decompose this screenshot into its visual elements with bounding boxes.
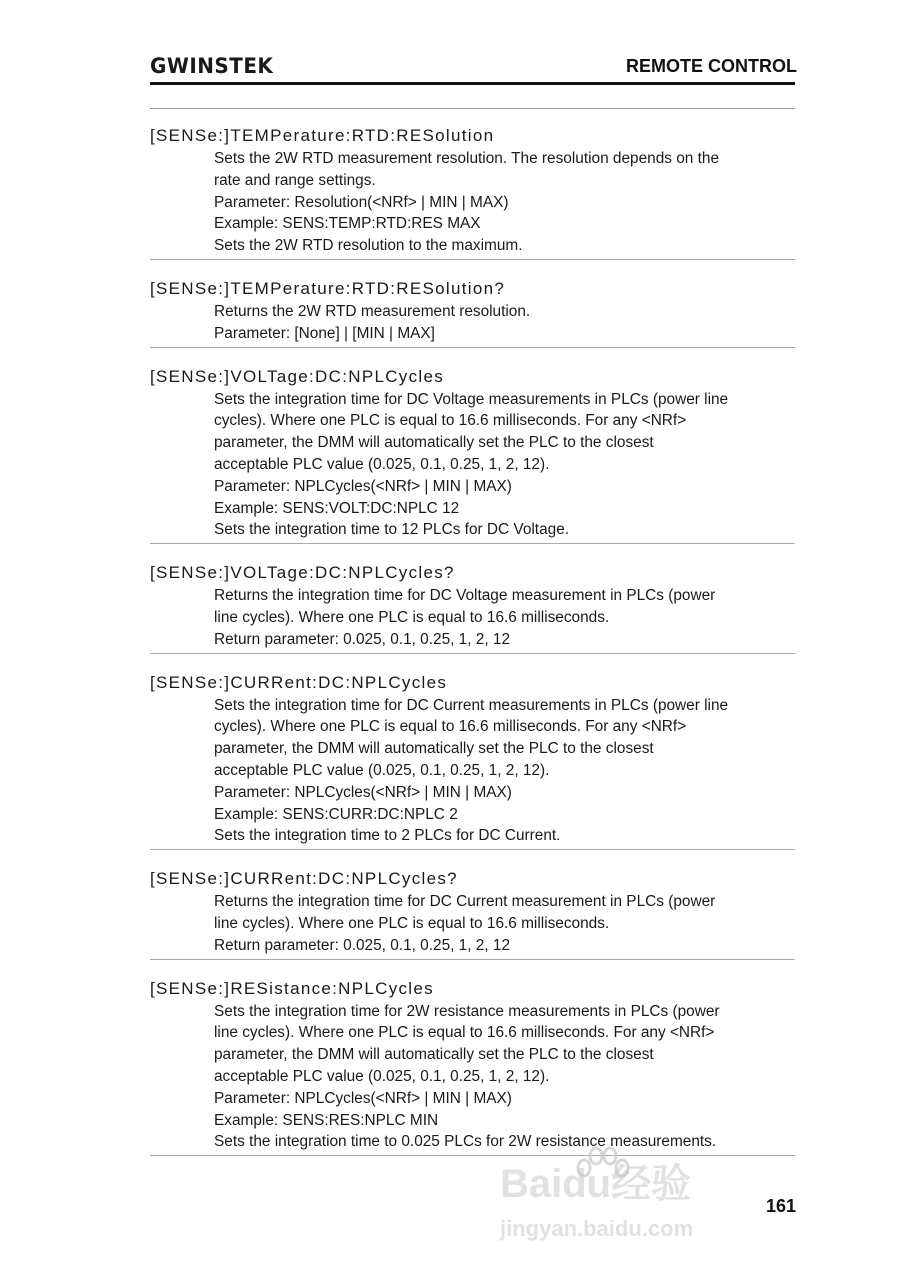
- command-list: [150, 107, 795, 1156]
- description-line: Sets the integration time to 2 PLCs for DC Current.: [214, 827, 561, 845]
- command-section: [150, 960, 795, 1157]
- description-line: Sets the 2W RTD measurement resolution. The resolution depends on the: [214, 150, 720, 167]
- description-line: parameter, the DMM will automatically set the PLC to the closest: [214, 1046, 654, 1064]
- description-line: Sets the 2W RTD resolution to the maximum.: [214, 237, 523, 255]
- command-heading: [SENSe:]CURRent:DC:NPLCycles?: [150, 869, 458, 889]
- description-line: line cycles). Where one PLC is equal to 16.6 milliseconds.: [214, 914, 610, 932]
- watermark-url: jingyan.baidu.com: [500, 1216, 694, 1241]
- description-line: line cycles). Where one PLC is equal to 16.6 milliseconds. For any <NRf>: [214, 1024, 715, 1042]
- description-line: Sets the integration time for 2W resistance measurements in PLCs (power: [214, 1002, 720, 1020]
- description-line: cycles). Where one PLC is equal to 16.6 milliseconds. For any <NRf>: [214, 412, 687, 430]
- description-line: Example: SENS:TEMP:RTD:RES MAX: [214, 215, 481, 233]
- baidu-watermark: [500, 1160, 750, 1250]
- description-line: line cycles). Where one PLC is equal to 16.6 milliseconds.: [214, 608, 610, 626]
- description-line: cycles). Where one PLC is equal to 16.6 milliseconds. For any <NRf>: [214, 718, 687, 736]
- command-heading: [SENSe:]VOLTage:DC:NPLCycles: [150, 366, 445, 386]
- command-section: [150, 260, 795, 348]
- command-heading: [SENSe:]VOLTage:DC:NPLCycles?: [150, 563, 455, 583]
- description-line: Returns the integration time for DC Voltage measurement in PLCs (power: [214, 587, 716, 605]
- description-line: Parameter: NPLCycles(<NRf> | MIN | MAX): [214, 783, 512, 801]
- command-section: [150, 348, 795, 545]
- gwinstek-logo: GWINSTEK: [150, 54, 274, 78]
- chapter-title: REMOTE CONTROL: [626, 56, 797, 76]
- command-heading: [SENSe:]RESistance:NPLCycles: [150, 978, 434, 998]
- description-line: Parameter: NPLCycles(<NRf> | MIN | MAX): [214, 477, 512, 495]
- description-line: Parameter: NPLCycles(<NRf> | MIN | MAX): [214, 1089, 512, 1107]
- description-line: parameter, the DMM will automatically set the PLC to the closest: [214, 740, 654, 758]
- command-heading: [SENSe:]CURRent:DC:NPLCycles: [150, 672, 448, 692]
- command-section: [150, 107, 795, 260]
- header-rule: [150, 82, 795, 85]
- description-line: Return parameter: 0.025, 0.1, 0.25, 1, 2, 12: [214, 630, 511, 648]
- description-line: parameter, the DMM will automatically set the PLC to the closest: [214, 434, 654, 452]
- command-section: [150, 654, 795, 851]
- description-line: acceptable PLC value (0.025, 0.1, 0.25, 1, 2, 12).: [214, 761, 550, 779]
- description-line: Sets the integration time for DC Voltage measurements in PLCs (power line: [214, 390, 729, 408]
- description-line: Example: SENS:CURR:DC:NPLC 2: [214, 805, 458, 823]
- watermark-brand: Baidu经验: [500, 1162, 692, 1206]
- description-line: Sets the integration time to 0.025 PLCs for 2W resistance measurements.: [214, 1133, 717, 1151]
- description-line: Parameter: Resolution(<NRf> | MIN | MAX): [214, 193, 509, 211]
- description-line: Returns the integration time for DC Current measurement in PLCs (power: [214, 893, 716, 911]
- description-line: Return parameter: 0.025, 0.1, 0.25, 1, 2, 12: [214, 936, 511, 954]
- description-line: Returns the 2W RTD measurement resolution.: [214, 302, 531, 320]
- command-heading: [SENSe:]TEMPerature:RTD:RESolution?: [150, 278, 506, 298]
- description-line: Sets the integration time for DC Current measurements in PLCs (power line: [214, 696, 729, 714]
- description-line: acceptable PLC value (0.025, 0.1, 0.25, 1, 2, 12).: [214, 1067, 550, 1085]
- description-line: Parameter: [None] | [MIN | MAX]: [214, 324, 435, 342]
- description-line: Example: SENS:VOLT:DC:NPLC 12: [214, 499, 460, 517]
- description-line: acceptable PLC value (0.025, 0.1, 0.25, 1, 2, 12).: [214, 455, 550, 473]
- description-line: Example: SENS:RES:NPLC MIN: [214, 1111, 439, 1129]
- page-number: 161: [766, 1196, 797, 1216]
- description-line: rate and range settings.: [214, 171, 376, 189]
- command-section: [150, 850, 795, 959]
- description-line: Sets the integration time to 12 PLCs for DC Voltage.: [214, 521, 570, 539]
- command-section: [150, 544, 795, 653]
- command-heading: [SENSe:]TEMPerature:RTD:RESolution: [150, 126, 495, 145]
